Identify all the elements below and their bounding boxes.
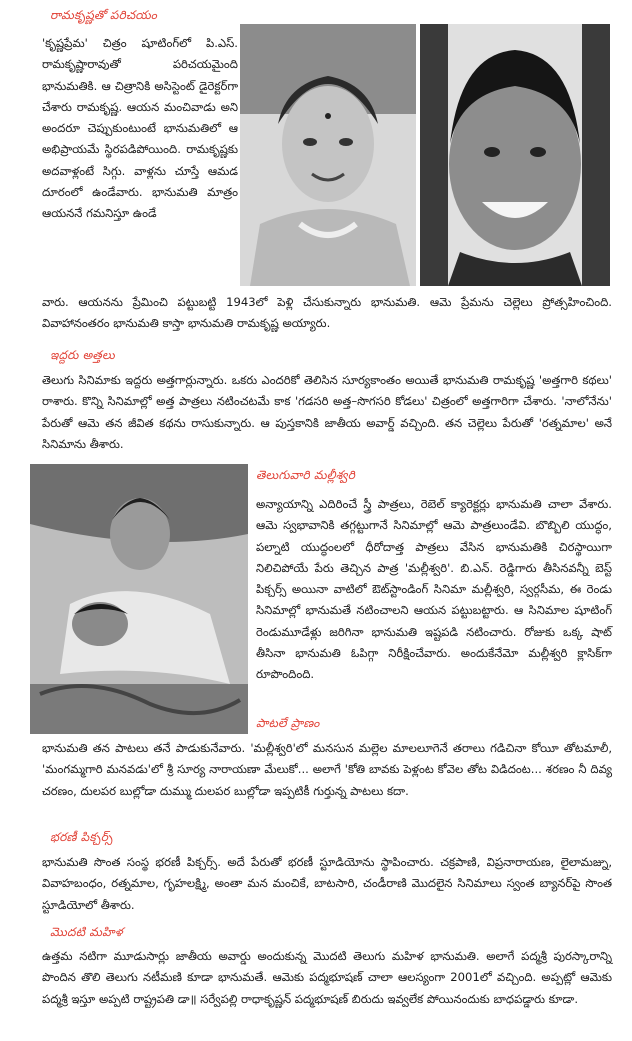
section-heading-bharani-pictures: భరణీ పిక్చర్స్: [50, 830, 113, 844]
photo-ramakrishna-portrait: [420, 24, 610, 286]
paragraph-two-mothers-in-law: తెలుగు సినిమాకు ఇద్దరు అత్తగార్లున్నారు. ఒకరు ఎందరికో తెలిసిన సూర్యకాంతం అయితే భానుమతి రామకృష్ణ 'అత్తగారి కథలు' రాశారు. కొన్ని సినిమాల్లో అత్త పాత్రలు నటించటమే కాక 'గడసరి అత్త–సొగసరి కోడలు' చిత్రంలో అత్తగారిగా చేశారు. 'నాలోనేను' పేరుతో ఆమె తన జీవిత కథను రాసుకున్నారు. ఆ పుస్తకానికి జాతీయ అవార్డ్ వచ్చింది. తన చెల్లెలు పేరుతో 'రత్నమాల' అనే సినిమాను తీశారు.: [42, 373, 612, 451]
paragraph-bharani-pictures: భానుమతి సొంత సంస్థ భరణీ పిక్చర్స్. అదే పేరుతో భరణీ స్టూడియోను స్థాపించారు. చక్రపాణి, విప్రనారాయణ, లైలామజ్ను, వివాహబంధం, రత్నమాల, గృహలక్ష్మి, అంతా మన మంచికే, బాటసారి, చండీరాణి మొదలైన సినిమాలు స్వంత బ్యానర్‌పై సొంత స్టూడియోలో తీశారు.: [42, 855, 612, 912]
section-heading-ramakrishna: రామకృష్ణతో పరిచయం: [50, 8, 157, 22]
paragraph-first-woman: ఉత్తమ నటిగా మూడుసార్లు జాతీయ అవార్డు అందుకున్న మొదటి తెలుగు మహిళ భానుమతి. అలాగే పద్మశ్రీ పురస్కారాన్ని పొందిన తొలి తెలుగు నటీమణి కూడా భానుమతే. ఆమెకు పద్మభూషణ్ చాలా ఆలస్యంగా 2001లో వచ్చింది. అప్పట్లో ఆమెకు పద్మశ్రీ ఇస్తూ అప్పటి రాష్ట్రపతి డా॥ సర్వేపల్లి రాధాకృష్ణన్ పద్మభూషణ్ బిరుదు ఇవ్వలేక పోయినందుకు బాధపడ్డారు కూడా.: [42, 949, 612, 1006]
section-heading-malliswari: తెలుగువారి మల్లీశ్వరి: [256, 468, 356, 482]
photo-malliswari-still: [30, 464, 248, 734]
paragraph-malliswari: అన్యాయాన్ని ఎదిరించే స్త్రీ పాత్రలు, రెబెల్ క్యారెక్టర్లు భానుమతి చాలా వేశారు. ఆమె స్వభావానికి తగ్గట్టుగానే సినిమాల్లో ఆమె పాత్రలుండేవి. బొబ్బిలి యుద్ధం, పల్నాటి యుద్ధంలలో ధీరోదాత్త పాత్రలు వేసిన భానుమతికి చిరస్థాయిగా నిలిచిపోయే పేరు తెచ్చిన పాత్ర 'మల్లీశ్వరి'. బి.ఎన్. రెడ్డిగారు తీసినవన్నీ బెస్ట్ పిక్చర్స్ అయినా వాటిలో ఔట్‌స్టాండింగ్ సినిమా మల్లీశ్వరి, స్వర్గసీమ, ఈ రెండు సినిమాల్లో భానుమతే నటించాలని ఆయన పట్టుబట్టారు. ఆ సినిమాల షూటింగ్ రెండుమూడేళ్లు జరిగినా భానుమతి ఇష్టపడి నటించారు. రోజుకు ఒక్క షాట్ తీసినా భానుమతి ఓపిగ్గా నిరీక్షించేవారు. అందుకేనేమో మల్లీశ్వరి క్లాసిక్‌గా రూపొందింది.: [256, 497, 612, 682]
section-heading-two-mothers-in-law: ఇద్దరు అత్తలు: [50, 348, 115, 362]
paragraph-ramakrishna-top: 'కృష్ణప్రేమ' చిత్రం షూటింగ్‌లో పి.ఎస్. రామకృష్ణారావుతో పరిచయమైంది భానుమతికి. ఆ చిత్రానికి అసిస్టెంట్ డైరెక్టర్‌గా చేశారు రామకృష్ణ. ఆయన మంచివాడు అని అందరూ చెప్పుకుంటుంటే భానుమతిలో ఆ అభిప్రాయమే స్థిరపడిపోయింది. రామకృష్ణకు అదవాళ్లంటే సిగ్గు. వాళ్లను చూస్తే ఆమడ దూరంలో ఉండేవారు. భానుమతి మాత్రం ఆయననే గమనిస్తూ ఉండే: [42, 36, 238, 221]
section-heading-songs-are-life: పాటలే ప్రాణం: [256, 716, 320, 730]
paragraph-ramakrishna-bottom: వారు. ఆయనను ప్రేమించి పట్టుబట్టి 1943లో పెళ్లి చేసుకున్నారు భానుమతి. ఆమె ప్రేమను చెల్లెలు ప్రోత్సహించింది. వివాహానంతరం భానుమతి కాస్తా భానుమతి రామకృష్ణ అయ్యారు.: [42, 295, 612, 331]
photo-bhanumathi-portrait: [240, 24, 416, 286]
paragraph-songs-are-life: భానుమతి తన పాటలు తనే పాడుకునేవారు. 'మల్లీశ్వరి'లో మనసున మల్లెల మాలలూగెనే తరాలు గడిచినా కోయీ తోటమాలీ, 'మంగమ్మగారి మనవడు'లో శ్రీ సూర్య నారాయణా మేలుకో... అలాగే 'కోతి బావకు పెళ్లంట కోవెల తోట విడిదంట... శరణం నీ దివ్య చరణం, దులపర బుల్లోడా దుమ్ము దులపర బుల్లోడా ఇప్పటికీ గుర్తున్న పాటలు కదా.: [42, 741, 612, 798]
section-heading-first-woman: మొదటి మహిళ: [50, 925, 123, 939]
